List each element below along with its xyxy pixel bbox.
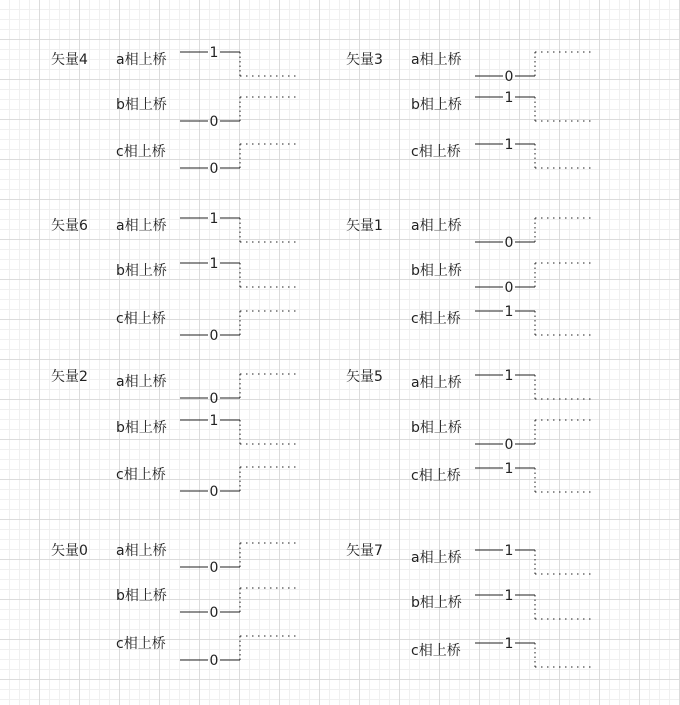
vector-6-label: 矢量6 (51, 218, 88, 234)
vector-1-phase-c-value: 1 (504, 304, 514, 320)
vector-6-phase-a-waveform (180, 211, 310, 251)
vector-2-phase-a-waveform (180, 367, 310, 407)
vector-5-phase-c-label: c相上桥 (411, 468, 461, 484)
vector-5-phase-a-waveform (475, 368, 605, 408)
vector-6-phase-b-value: 1 (209, 256, 219, 272)
vector-6-phase-a-value: 1 (209, 211, 219, 227)
vector-5-phase-a-label: a相上桥 (411, 375, 462, 391)
vector-0-phase-a-label: a相上桥 (116, 543, 167, 559)
vector-2-phase-b-value: 1 (209, 413, 219, 429)
vector-0-phase-c-waveform (180, 629, 310, 669)
vector-7-phase-b-label: b相上桥 (411, 595, 462, 611)
vector-4-label: 矢量4 (51, 52, 88, 68)
vector-5-phase-b-value: 0 (504, 437, 514, 453)
vector-2-phase-b-waveform (180, 413, 310, 453)
vector-4-phase-a-value: 1 (209, 45, 219, 61)
vector-0-label: 矢量0 (51, 543, 88, 559)
vector-7-phase-c-label: c相上桥 (411, 643, 461, 659)
vector-4-phase-c-waveform (180, 137, 310, 177)
vector-1-phase-a-waveform (475, 211, 605, 251)
vector-6-phase-c-value: 0 (209, 328, 219, 344)
vector-7-phase-b-waveform (475, 588, 605, 628)
vector-5-phase-c-waveform (475, 461, 605, 501)
vector-2-phase-c-value: 0 (209, 484, 219, 500)
vector-5-label: 矢量5 (346, 369, 383, 385)
vector-3-phase-a-waveform (475, 45, 605, 85)
vector-0-phase-a-value: 0 (209, 560, 219, 576)
vector-1-phase-b-waveform (475, 256, 605, 296)
vector-7-phase-c-waveform (475, 636, 605, 676)
vector-0-phase-b-label: b相上桥 (116, 588, 167, 604)
vector-3-phase-c-value: 1 (504, 137, 514, 153)
vector-2-label: 矢量2 (51, 369, 88, 385)
vector-5-phase-a-value: 1 (504, 368, 514, 384)
vector-4-phase-b-label: b相上桥 (116, 97, 167, 113)
vector-1-phase-c-waveform (475, 304, 605, 344)
vector-0-phase-b-value: 0 (209, 605, 219, 621)
vector-1-phase-a-value: 0 (504, 235, 514, 251)
vector-7-phase-c-value: 1 (504, 636, 514, 652)
vector-6-phase-c-label: c相上桥 (116, 311, 166, 327)
vector-5-phase-b-label: b相上桥 (411, 420, 462, 436)
vector-3-phase-b-label: b相上桥 (411, 97, 462, 113)
vector-2-phase-a-value: 0 (209, 391, 219, 407)
vector-7-label: 矢量7 (346, 543, 383, 559)
vector-1-label: 矢量1 (346, 218, 383, 234)
vector-4-phase-a-label: a相上桥 (116, 52, 167, 68)
vector-3-phase-c-label: c相上桥 (411, 144, 461, 160)
vector-3-phase-b-waveform (475, 90, 605, 130)
vector-4-phase-c-label: c相上桥 (116, 144, 166, 160)
vector-7-phase-a-label: a相上桥 (411, 550, 462, 566)
vector-2-phase-a-label: a相上桥 (116, 374, 167, 390)
vector-5-phase-b-waveform (475, 413, 605, 453)
vector-0-phase-a-waveform (180, 536, 310, 576)
vector-6-phase-b-label: b相上桥 (116, 263, 167, 279)
vector-4-phase-b-value: 0 (209, 114, 219, 130)
vector-0-phase-c-label: c相上桥 (116, 636, 166, 652)
vector-0-phase-b-waveform (180, 581, 310, 621)
vector-2-phase-c-label: c相上桥 (116, 467, 166, 483)
vector-4-phase-a-waveform (180, 45, 310, 85)
vector-7-phase-a-value: 1 (504, 543, 514, 559)
vector-4-phase-c-value: 0 (209, 161, 219, 177)
vector-1-phase-a-label: a相上桥 (411, 218, 462, 234)
vector-2-phase-c-waveform (180, 460, 310, 500)
vector-3-phase-a-value: 0 (504, 69, 514, 85)
vector-3-phase-c-waveform (475, 137, 605, 177)
vector-2-phase-b-label: b相上桥 (116, 420, 167, 436)
vector-1-phase-b-value: 0 (504, 280, 514, 296)
vector-3-phase-b-value: 1 (504, 90, 514, 106)
vector-3-phase-a-label: a相上桥 (411, 52, 462, 68)
vector-6-phase-a-label: a相上桥 (116, 218, 167, 234)
vector-7-phase-a-waveform (475, 543, 605, 583)
vector-4-phase-b-waveform (180, 90, 310, 130)
vector-7-phase-b-value: 1 (504, 588, 514, 604)
vector-3-label: 矢量3 (346, 52, 383, 68)
vector-1-phase-c-label: c相上桥 (411, 311, 461, 327)
vector-1-phase-b-label: b相上桥 (411, 263, 462, 279)
vector-0-phase-c-value: 0 (209, 653, 219, 669)
vector-6-phase-c-waveform (180, 304, 310, 344)
vector-6-phase-b-waveform (180, 256, 310, 296)
vector-5-phase-c-value: 1 (504, 461, 514, 477)
